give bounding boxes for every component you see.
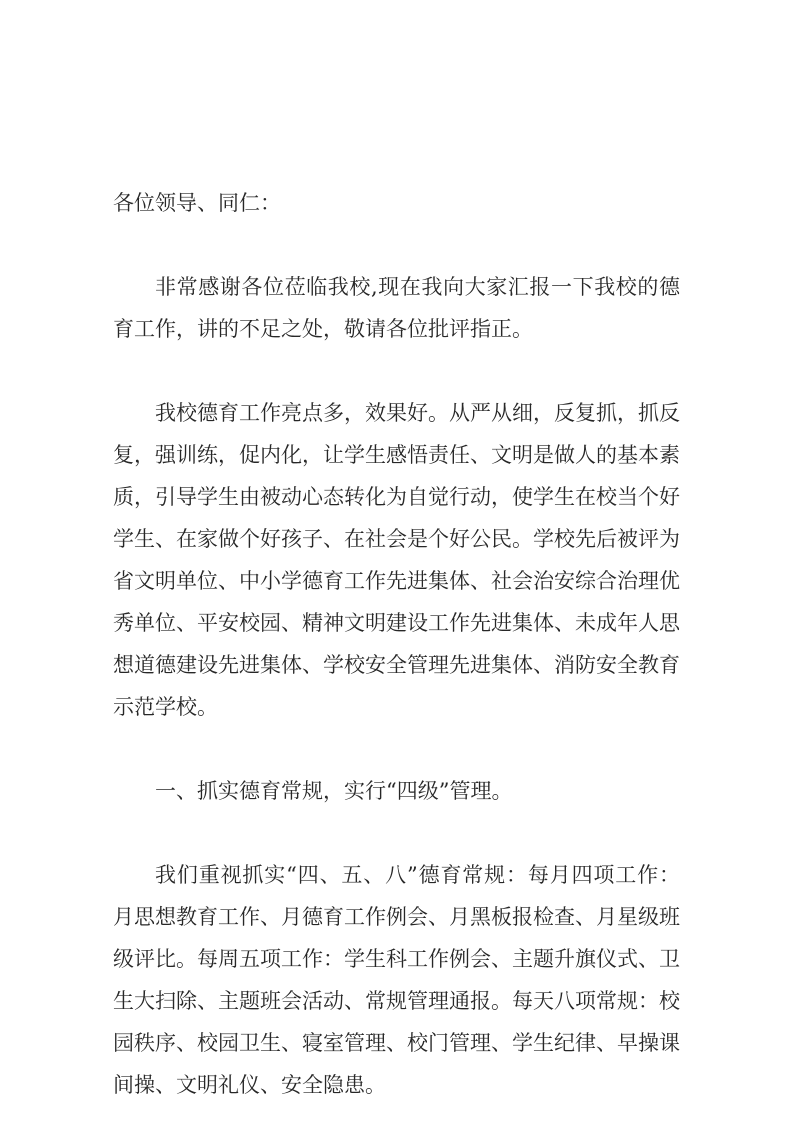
overview-paragraph: 我校德育工作亮点多，效果好。从严从细，反复抓，抓反复，强训练，促内化，让学生感悟责任、文明是做人的基本素质，引导学生由被动心态转化为自觉行动，使学生在校当个好学生、在家做个好孩子、在社会是个好公民。学校先后被评为省文明单位、中小学德育工作先进集体、社会治安综合治理优秀单位、平安校园、精神文明建设工作先进集体、未成年人思想道德建设先进集体、学校安全管理先进集体、消防安全教育示范学校。 bbox=[113, 401, 680, 719]
section-one-heading: 一、抓实德育常规，实行“四级”管理。 bbox=[155, 779, 513, 803]
salutation-line: 各位领导、同仁： bbox=[113, 191, 281, 215]
opening-paragraph: 非常感谢各位莅临我校,现在我向大家汇报一下我校的德育工作，讲的不足之处，敬请各位批评指正。 bbox=[113, 275, 680, 341]
paragraph-spacer bbox=[113, 812, 680, 854]
paragraph-spacer bbox=[113, 350, 680, 392]
paragraph-spacer bbox=[113, 728, 680, 770]
paragraph-spacer bbox=[113, 224, 680, 266]
section-one-body-paragraph: 我们重视抓实“四、五、八”德育常规：每月四项工作：月思想教育工作、月德育工作例会、月黑板报检查、月星级班级评比。每周五项工作：学生科工作例会、主题升旗仪式、卫生大扫除、主题班会活动、常规管理通报。每天八项常规：校园秩序、校园卫生、寝室管理、校门管理、学生纪律、早操课间操、文明礼仪、安全隐患。 bbox=[113, 863, 680, 1097]
document-text-column bbox=[113, 182, 680, 1106]
